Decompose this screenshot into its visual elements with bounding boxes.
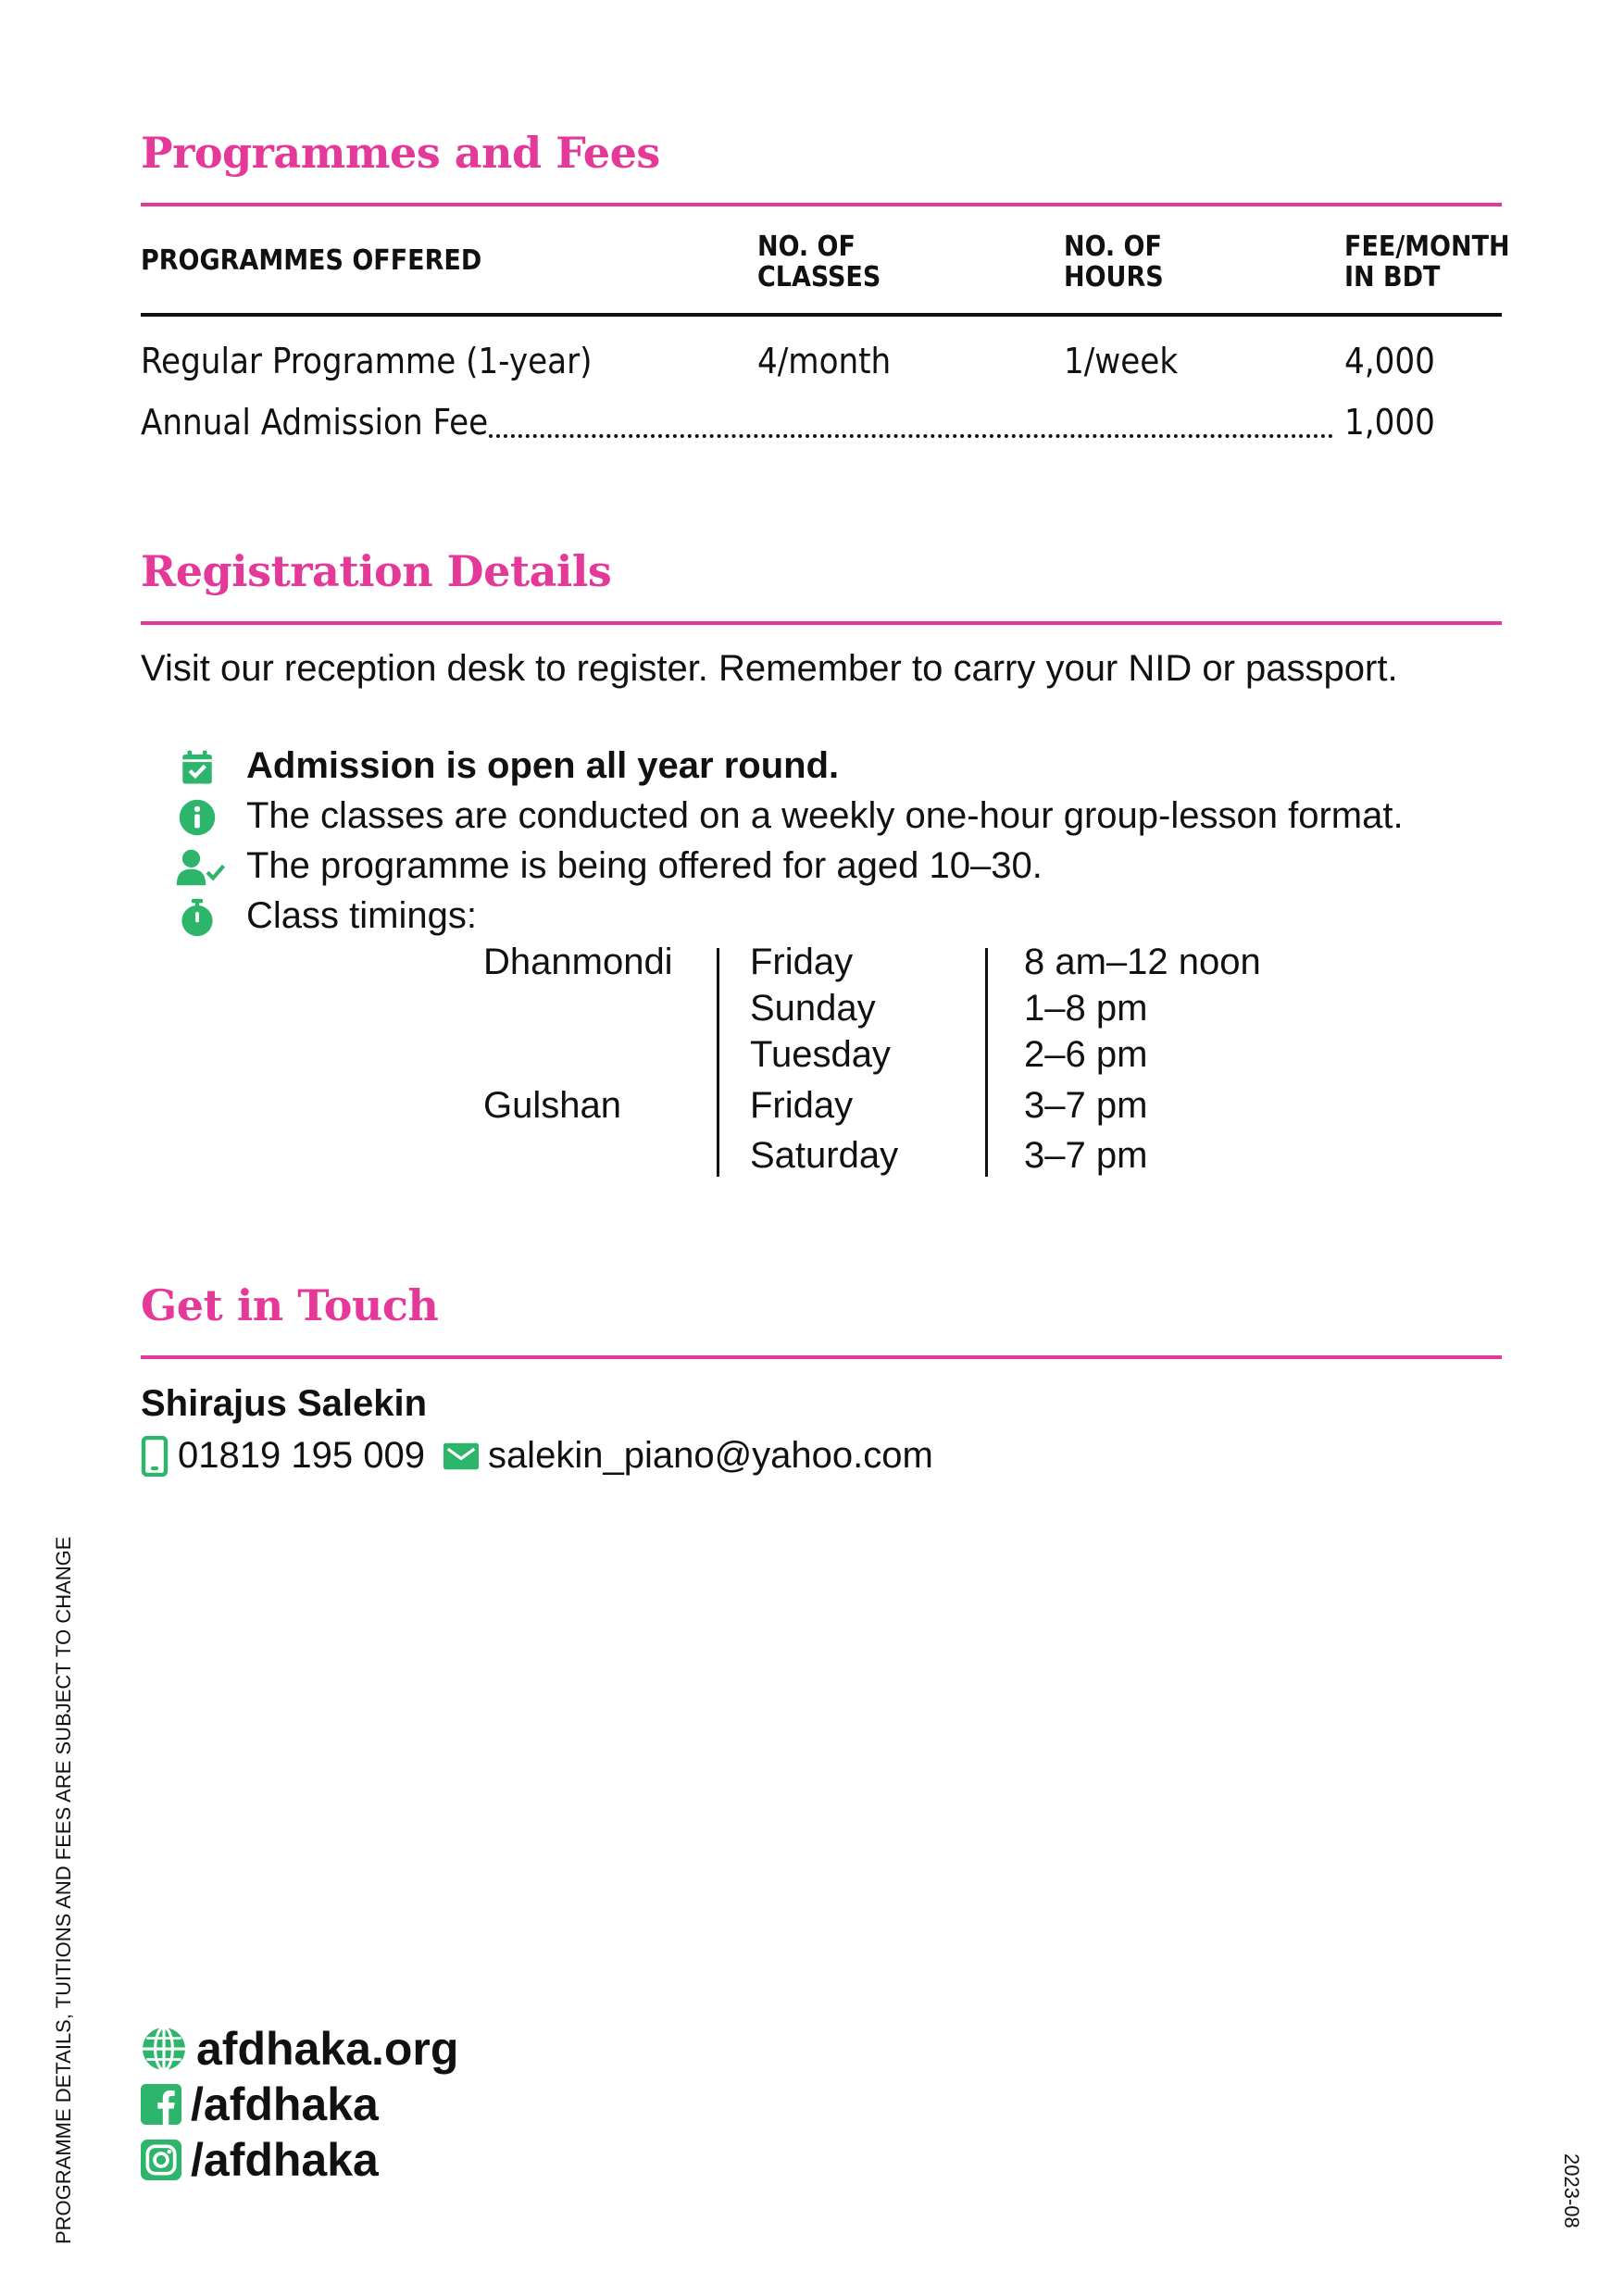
bullet-timings: Class timings: [246, 895, 477, 936]
globe-icon [141, 2026, 187, 2072]
facebook-link[interactable] [141, 2078, 379, 2131]
registration-intro: Visit our reception desk to register. Remember to carry your NID or passport. [141, 648, 1398, 689]
timing-location: Gulshan [483, 1085, 621, 1126]
phone-icon [141, 1436, 169, 1477]
programme-name: Regular Programme (1-year) [141, 341, 593, 381]
timing-day: Tuesday [750, 1034, 891, 1075]
registration-heading: Registration Details [141, 546, 612, 596]
timing-day: Friday [750, 1085, 854, 1126]
timing-location: Dhanmondi [483, 942, 673, 982]
website-text: afdhaka.org [196, 2023, 459, 2075]
admission-fee-value: 1,000 [1344, 402, 1435, 443]
column-header-classes: NO. OF CLASSES [757, 231, 881, 293]
registration-divider [141, 621, 1502, 625]
admission-fee-label: Annual Admission Fee [141, 402, 489, 443]
table-header-rule [141, 313, 1502, 317]
user-check-icon [176, 848, 226, 887]
facebook-text: /afdhaka [191, 2078, 379, 2130]
timings-divider-1 [717, 948, 719, 1177]
edition-code: 2023-08 [1560, 2153, 1583, 2228]
timing-day: Sunday [750, 988, 876, 1029]
facebook-icon [141, 2084, 181, 2125]
bullet-admission: Admission is open all year round. [246, 745, 840, 786]
timing-time: 1–8 pm [1024, 988, 1148, 1029]
website-link[interactable] [141, 2022, 458, 2076]
timing-day: Saturday [750, 1135, 899, 1176]
contact-heading: Get in Touch [141, 1280, 439, 1330]
contact-details [141, 1435, 933, 1477]
timings-divider-2 [985, 948, 988, 1177]
programme-classes: 4/month [757, 341, 892, 381]
contact-name: Shirajus Salekin [141, 1383, 428, 1424]
contact-divider [141, 1355, 1502, 1359]
info-icon [178, 798, 217, 837]
column-header-programme: PROGRAMMES OFFERED [141, 244, 482, 277]
timing-time: 8 am–12 noon [1024, 942, 1261, 982]
column-header-fee: FEE/MONTH IN BDT [1344, 231, 1510, 293]
calendar-check-icon [178, 748, 217, 787]
timing-time: 3–7 pm [1024, 1135, 1148, 1176]
email-icon [443, 1442, 479, 1470]
programme-fee: 4,000 [1344, 341, 1435, 381]
bullet-age: The programme is being offered for aged 10–30. [246, 845, 1043, 886]
column-header-hours: NO. OF HOURS [1064, 231, 1164, 293]
programme-hours: 1/week [1064, 341, 1179, 381]
disclaimer-note: PROGRAMME DETAILS, TUITIONS AND FEES ARE SUBJECT TO CHANGE [52, 1536, 75, 2244]
programmes-divider [141, 203, 1502, 206]
instagram-text: /afdhaka [191, 2134, 379, 2186]
instagram-icon [141, 2140, 181, 2180]
contact-phone[interactable]: 01819 195 009 [178, 1435, 425, 1476]
dot-leader [489, 434, 1333, 438]
bullet-format: The classes are conducted on a weekly one-hour group-lesson format. [246, 795, 1404, 836]
programmes-heading: Programmes and Fees [141, 128, 660, 178]
timing-day: Friday [750, 942, 854, 982]
timing-time: 2–6 pm [1024, 1034, 1148, 1075]
stopwatch-icon [178, 898, 217, 937]
timing-time: 3–7 pm [1024, 1085, 1148, 1126]
contact-email[interactable]: salekin_piano@yahoo.com [487, 1435, 933, 1476]
instagram-link[interactable] [141, 2133, 379, 2187]
